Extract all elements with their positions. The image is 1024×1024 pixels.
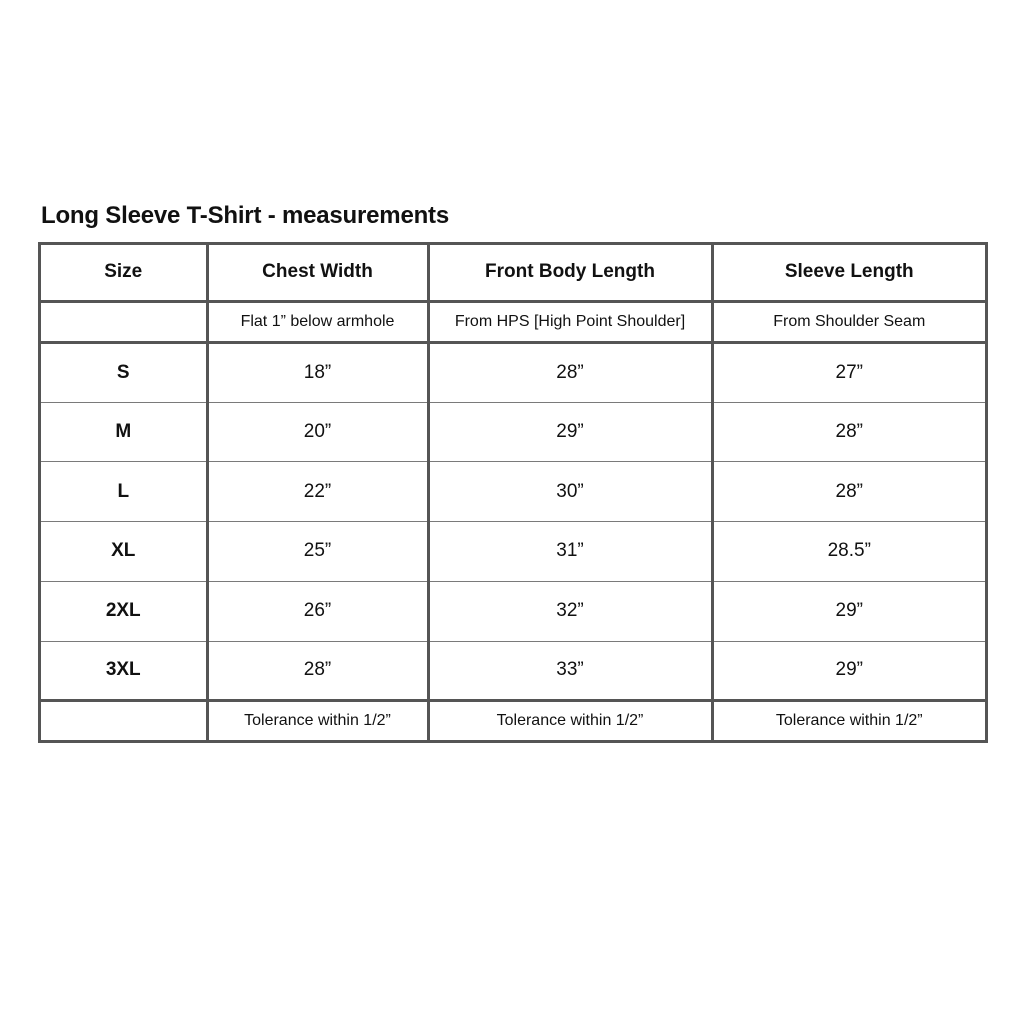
- size-chart-table: [38, 242, 988, 743]
- size-cell: L: [41, 462, 207, 522]
- tolerance-front-body-length: Tolerance within 1/2”: [428, 701, 712, 740]
- table-row: [41, 402, 985, 462]
- chest-width-cell: 26”: [207, 581, 428, 641]
- size-cell: M: [41, 402, 207, 462]
- measurement-notes-row: [41, 301, 985, 342]
- sleeve-length-cell: 28”: [712, 402, 985, 462]
- measurements-table: [41, 245, 985, 740]
- front-body-length-cell: 28”: [428, 342, 712, 402]
- header-front-body-length: Front Body Length: [428, 245, 712, 301]
- size-cell: S: [41, 342, 207, 402]
- chest-width-cell: 22”: [207, 462, 428, 522]
- front-body-length-cell: 31”: [428, 522, 712, 582]
- header-size: Size: [104, 261, 143, 283]
- chest-width-cell: 18”: [207, 342, 428, 402]
- header-row: [41, 245, 985, 301]
- tolerance-chest-width: Tolerance within 1/2”: [207, 701, 428, 740]
- sleeve-length-cell: 29”: [712, 581, 985, 641]
- tolerance-sleeve-length: Tolerance within 1/2”: [712, 701, 985, 740]
- chest-width-cell: 20”: [207, 402, 428, 462]
- front-body-length-cell: 32”: [428, 581, 712, 641]
- size-cell: XL: [41, 522, 207, 582]
- table-row: [41, 641, 985, 701]
- table-row: [41, 462, 985, 522]
- sleeve-length-cell: 27”: [712, 342, 985, 402]
- header-sleeve-length: Sleeve Length: [712, 245, 985, 301]
- page-title: Long Sleeve T-Shirt - measurements: [41, 202, 449, 229]
- size-cell: 3XL: [41, 641, 207, 701]
- chest-width-cell: 25”: [207, 522, 428, 582]
- note-chest-width: Flat 1” below armhole: [207, 301, 428, 342]
- table-row: [41, 522, 985, 582]
- front-body-length-cell: 33”: [428, 641, 712, 701]
- note-sleeve-length: From Shoulder Seam: [712, 301, 985, 342]
- sleeve-length-cell: 28”: [712, 462, 985, 522]
- chest-width-cell: 28”: [207, 641, 428, 701]
- sleeve-length-cell: 29”: [712, 641, 985, 701]
- front-body-length-cell: 29”: [428, 402, 712, 462]
- tolerance-size: [41, 701, 207, 740]
- note-size: [41, 301, 207, 342]
- size-cell: 2XL: [41, 581, 207, 641]
- sleeve-length-cell: 28.5”: [712, 522, 985, 582]
- table-row: [41, 342, 985, 402]
- front-body-length-cell: 30”: [428, 462, 712, 522]
- table-row: [41, 581, 985, 641]
- note-front-body-length: From HPS [High Point Shoulder]: [428, 301, 712, 342]
- tolerance-row: [41, 701, 985, 740]
- header-chest-width: Chest Width: [207, 245, 428, 301]
